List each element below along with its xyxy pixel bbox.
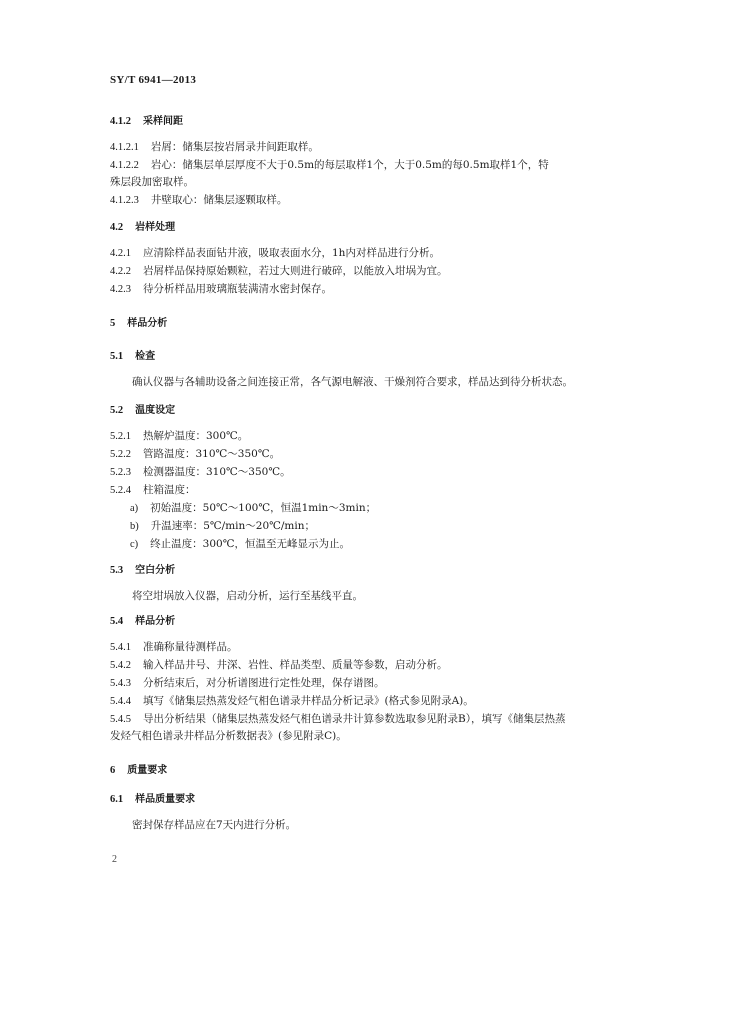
clause-5-4-5: 5.4.5 导出分析结果（储集层热蒸发烃气相色谱录井计算参数选取参见附录B），填写《储集层热蒸 [110,713,566,725]
clause-4-2-1: 4.2.1 应清除样品表面钻井液，吸取表面水分，1h内对样品进行分析。 [110,247,440,259]
clause-5-2-2: 5.2.2 管路温度：310℃～350℃。 [110,448,281,460]
heading-5-4: 5.4 样品分析 [110,616,176,627]
heading-6: 6 质量要求 [110,765,168,776]
clause-4-2-2: 4.2.2 岩屑样品保持原始颗粒，若过大则进行破碎，以能放入坩埚为宜。 [110,265,448,277]
list-item-b: b) 升温速率：5℃/min～20℃/min； [130,520,316,532]
clause-5-4-5-continued: 发烃气相色谱录井样品分析数据表》(参见附录C)。 [110,730,347,742]
clause-5-2-3: 5.2.3 检测器温度：310℃～350℃。 [110,466,291,478]
clause-5-4-3: 5.4.3 分析结束后，对分析谱图进行定性处理，保存谱图。 [110,677,385,689]
clause-4-1-2-2-continued: 殊层段加密取样。 [110,176,194,188]
clause-5-4-1: 5.4.1 准确称量待测样品。 [110,641,238,653]
clause-5-2-4: 5.2.4 柱箱温度： [110,484,196,496]
standard-code: SY/T 6941—2013 [110,74,197,86]
page-number: 2 [112,854,117,865]
clause-5-4-2: 5.4.2 输入样品井号、井深、岩性、样品类型、质量等参数，启动分析。 [110,659,448,671]
heading-6-1: 6.1 样品质量要求 [110,794,196,805]
clause-4-1-2-3: 4.1.2.3 井壁取心：储集层逐颗取样。 [110,194,288,206]
paragraph-5-1: 确认仪器与各辅助设备之间连接正常，各气源电解液、干燥剂符合要求，样品达到待分析状态。 [132,376,573,388]
clause-5-2-1: 5.2.1 热解炉温度：300℃。 [110,430,249,442]
paragraph-5-3: 将空坩埚放入仪器，启动分析，运行至基线平直。 [132,590,363,602]
heading-5-3: 5.3 空白分析 [110,565,176,576]
heading-4-2: 4.2 岩样处理 [110,222,176,233]
clause-4-1-2-2: 4.1.2.2 岩心：储集层单层厚度不大于0.5m的每层取样1个，大于0.5m的每0.5m取样1个，特 [110,159,549,171]
clause-4-1-2-1: 4.1.2.1 岩屑：储集层按岩屑录井间距取样。 [110,141,319,153]
heading-5: 5 样品分析 [110,318,168,329]
list-item-c: c) 终止温度：300℃，恒温至无峰显示为止。 [130,538,350,550]
clause-4-2-3: 4.2.3 待分析样品用玻璃瓶装满清水密封保存。 [110,283,332,295]
list-item-a: a) 初始温度：50℃～100℃，恒温1min～3min； [130,502,377,514]
clause-5-4-4: 5.4.4 填写《储集层热蒸发烃气相色谱录井样品分析记录》(格式参见附录A)。 [110,695,474,707]
paragraph-6-1: 密封保存样品应在7天内进行分析。 [132,819,297,831]
heading-5-2: 5.2 温度设定 [110,405,176,416]
heading-4-1-2: 4.1.2 采样间距 [110,116,183,127]
heading-5-1: 5.1 检查 [110,351,156,362]
